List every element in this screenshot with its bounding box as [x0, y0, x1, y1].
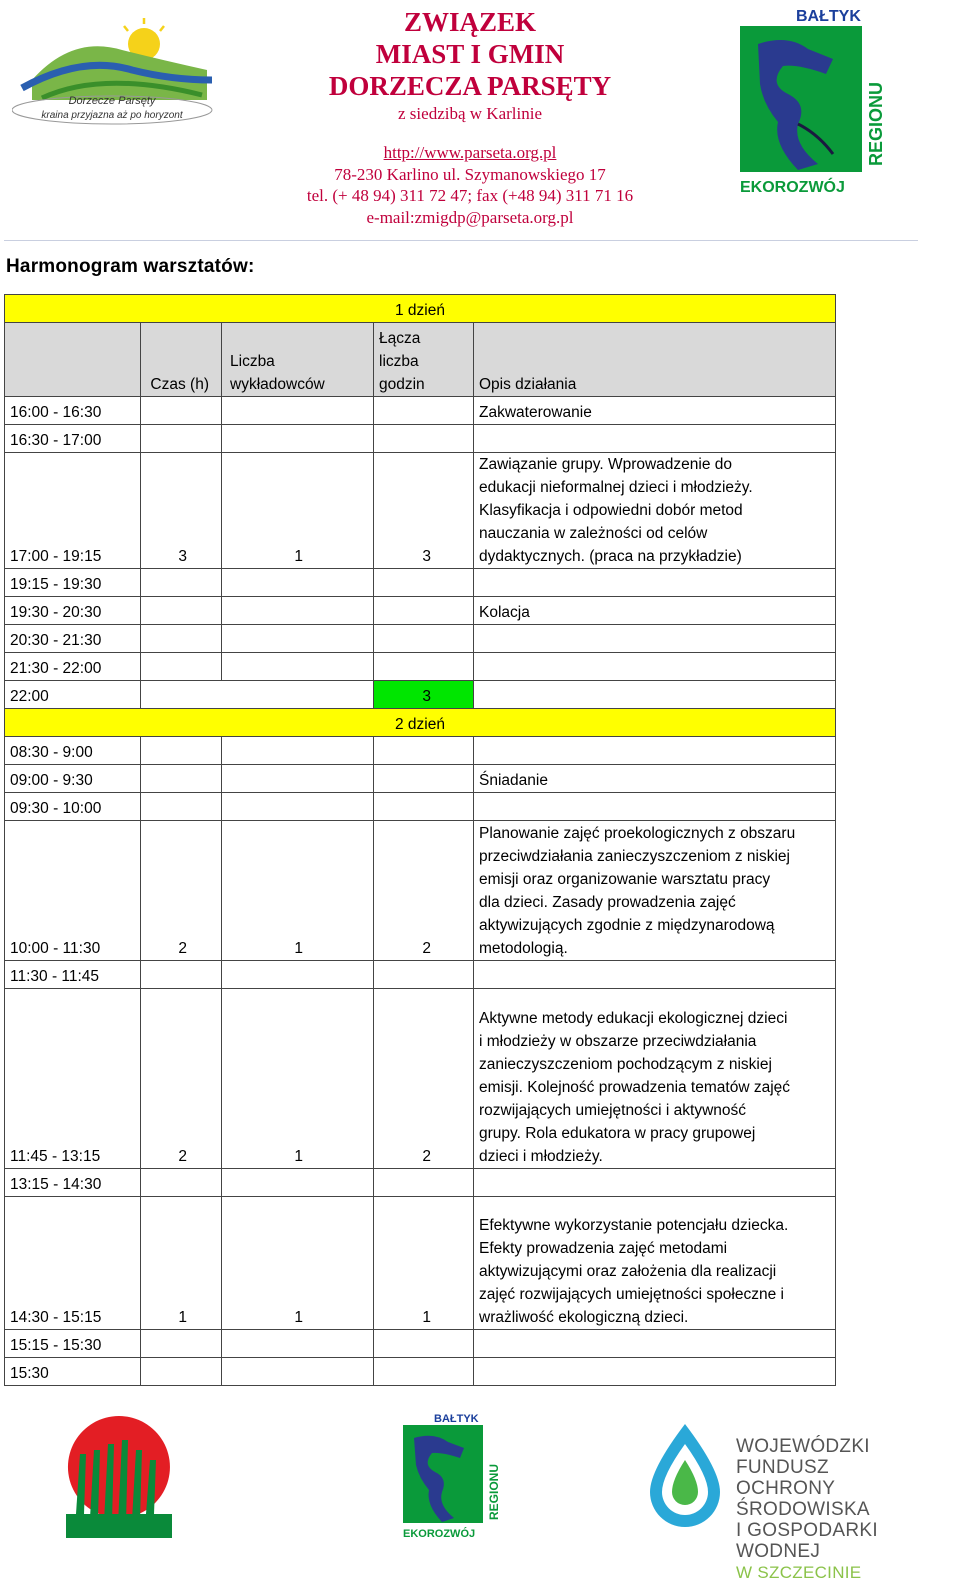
table-row: [5, 425, 836, 453]
hours-cell: 1: [141, 1197, 222, 1330]
day2-rows: [5, 737, 836, 1386]
desc-cell: [474, 625, 836, 653]
lecturers-cell: [222, 625, 374, 653]
table-row: [5, 397, 836, 425]
phone-fax: tel. (+ 48 94) 311 72 47; fax (+48 94) 311 71 16: [306, 186, 634, 205]
time-cell: 15:15 - 15:30: [5, 1330, 141, 1358]
desc-line: wrażliwość ekologiczną dzieci.: [479, 1309, 689, 1326]
footer-baltyk-logo: [402, 1410, 502, 1540]
total-cell: [374, 569, 474, 597]
time-cell: 11:45 - 13:15: [5, 989, 141, 1169]
hours-cell: 3: [141, 453, 222, 569]
desc-line: Efektywne wykorzystanie potencjału dziecka.: [479, 1217, 789, 1234]
desc-line: emisji. Kolejność prowadzenia tematów zajęć: [479, 1079, 791, 1096]
lecturers-cell: [222, 765, 374, 793]
desc-cell: [474, 1358, 836, 1386]
col-total-line3: godzin: [379, 376, 425, 393]
nfos-logo: [66, 1414, 172, 1538]
table-row: [5, 1197, 836, 1330]
total-cell: [374, 793, 474, 821]
col-desc: Opis działania: [474, 323, 836, 397]
lecturers-cell: 1: [222, 1197, 374, 1330]
desc-line: Kolacja: [479, 604, 530, 621]
total-cell: [374, 597, 474, 625]
table-row: [5, 625, 836, 653]
col-total: [374, 323, 474, 397]
total-cell: [374, 625, 474, 653]
total-cell: [374, 397, 474, 425]
time-cell: 16:30 - 17:00: [5, 425, 141, 453]
website-link[interactable]: http://www.parseta.org.pl: [383, 143, 557, 162]
total-cell: 3: [374, 453, 474, 569]
desc-line: aktywizującymi oraz założenia dla realizacji: [479, 1263, 777, 1280]
total-cell: [374, 1358, 474, 1386]
total-cell: [374, 653, 474, 681]
total-cell: [374, 961, 474, 989]
address: 78-230 Karlino ul. Szymanowskiego 17: [334, 164, 606, 184]
footer-logo-side-text: REGIONU: [487, 1463, 501, 1520]
lecturers-cell: [222, 961, 374, 989]
hours-cell: [141, 653, 222, 681]
day1-rows: [5, 397, 836, 681]
table-row: [5, 821, 836, 961]
email: e-mail:zmigdp@parseta.org.pl: [366, 207, 574, 227]
desc-cell: [474, 989, 836, 1169]
total-cell: [374, 765, 474, 793]
desc-line: metodologią.: [479, 940, 568, 957]
organization-name: [290, 6, 650, 126]
desc-line: Zakwaterowanie: [479, 404, 592, 421]
day2-header: 2 dzień: [5, 709, 836, 737]
total-cell: [374, 425, 474, 453]
total-cell: [374, 737, 474, 765]
table-row: [5, 737, 836, 765]
desc-line: Planowanie zajęć proekologicznych z obszaru: [479, 825, 796, 842]
time-cell: 09:00 - 9:30: [5, 765, 141, 793]
total-cell: 2: [374, 989, 474, 1169]
desc-line: aktywizujących zgodnie z międzynarodową: [479, 917, 775, 934]
lecturers-cell: [222, 1330, 374, 1358]
total-cell: [374, 1330, 474, 1358]
col-lecturers-line1: Liczba: [230, 353, 275, 370]
total-cell: [374, 1169, 474, 1197]
logo-side-text: REGIONU: [866, 81, 886, 166]
desc-line: Śniadanie: [479, 772, 548, 789]
time-cell: 16:00 - 16:30: [5, 397, 141, 425]
table-row: [5, 1330, 836, 1358]
time-cell: 19:30 - 20:30: [5, 597, 141, 625]
lecturers-cell: [222, 653, 374, 681]
col-lecturers: [222, 323, 374, 397]
desc-line: Aktywne metody edukacji ekologicznej dzieci: [479, 1010, 788, 1027]
hours-cell: [141, 597, 222, 625]
lecturers-cell: [222, 397, 374, 425]
org-line-2: MIAST I GMIN: [375, 39, 565, 69]
total-cell: 2: [374, 821, 474, 961]
desc-cell: [474, 737, 836, 765]
desc-line: zanieczyszczeniom pochodzącym z niskiej: [479, 1056, 772, 1073]
schedule-title: Harmonogram warsztatów:: [6, 256, 255, 277]
table-row: [5, 1169, 836, 1197]
lecturers-cell: 1: [222, 821, 374, 961]
table-row: [5, 569, 836, 597]
desc-line: zajęć rozwijających umiejętności społeczne i: [479, 1286, 784, 1303]
lecturers-cell: [222, 1169, 374, 1197]
hours-cell: [141, 961, 222, 989]
dorzecze-parsety-logo: [12, 10, 217, 125]
org-seat: z siedzibą w Karlinie: [398, 104, 542, 123]
time-cell: 17:00 - 19:15: [5, 453, 141, 569]
time-cell: 14:30 - 15:15: [5, 1197, 141, 1330]
logo-bottom-text: EKOROZWÓJ: [740, 179, 845, 196]
lecturers-cell: [222, 737, 374, 765]
time-cell: 10:00 - 11:30: [5, 821, 141, 961]
desc-cell: [474, 569, 836, 597]
contact-block: [260, 142, 680, 228]
desc-cell: [474, 961, 836, 989]
desc-cell: [474, 1197, 836, 1330]
wfos-line-1: WOJEWÓDZKI FUNDUSZ: [736, 1436, 870, 1478]
desc-line: dla dzieci. Zasady prowadzenia zajęć: [479, 894, 736, 911]
time-cell: 19:15 - 19:30: [5, 569, 141, 597]
wfos-line-3: I GOSPODARKI WODNEJ: [736, 1520, 878, 1562]
day1-header: 1 dzień: [5, 295, 836, 323]
total-cell: 1: [374, 1197, 474, 1330]
wfos-logo: [640, 1420, 958, 1582]
org-line-3: DORZECZA PARSĘTY: [328, 71, 612, 101]
hours-cell: [141, 765, 222, 793]
time-cell: 11:30 - 11:45: [5, 961, 141, 989]
desc-cell: [474, 597, 836, 625]
table-row: [5, 597, 836, 625]
day1-total-time: 22:00: [5, 681, 141, 709]
col-total-line2: liczba: [379, 353, 419, 370]
day1-total-hours: 3: [374, 681, 474, 709]
desc-line: rozwijających umiejętności i aktywność: [479, 1102, 747, 1119]
desc-cell: [474, 453, 836, 569]
wfos-line-2: OCHRONY ŚRODOWISKA: [736, 1478, 870, 1520]
desc-line: grupy. Rola edukatora w pracy grupowej: [479, 1125, 756, 1142]
hours-cell: [141, 793, 222, 821]
hours-cell: 2: [141, 989, 222, 1169]
org-line-1: ZWIĄZEK: [403, 7, 537, 37]
desc-line: i młodzieży w obszarze przeciwdziałania: [479, 1033, 757, 1050]
table-row: [5, 1358, 836, 1386]
desc-line: przeciwdziałania zanieczyszczeniom z niskiej: [479, 848, 790, 865]
hours-cell: [141, 737, 222, 765]
col-lecturers-line2: wykładowców: [230, 376, 325, 393]
col-hours: Czas (h): [141, 323, 222, 397]
desc-line: Efekty prowadzenia zajęć metodami: [479, 1240, 728, 1257]
col-time: [5, 323, 141, 397]
time-cell: 15:30: [5, 1358, 141, 1386]
desc-cell: [474, 425, 836, 453]
desc-line: dydaktycznych. (praca na przykładzie): [479, 548, 742, 565]
hours-cell: 2: [141, 821, 222, 961]
table-row: [5, 453, 836, 569]
hours-cell: [141, 1330, 222, 1358]
lecturers-cell: [222, 425, 374, 453]
table-row: [5, 961, 836, 989]
desc-cell: [474, 821, 836, 961]
hours-cell: [141, 569, 222, 597]
desc-cell: [474, 1330, 836, 1358]
hours-cell: [141, 397, 222, 425]
desc-line: Zawiązanie grupy. Wprowadzenie do: [479, 456, 733, 473]
time-cell: 20:30 - 21:30: [5, 625, 141, 653]
lecturers-cell: [222, 569, 374, 597]
table-row: [5, 793, 836, 821]
hours-cell: [141, 1169, 222, 1197]
table-row: [5, 989, 836, 1169]
logo-top-text: BAŁTYK: [796, 8, 861, 25]
lecturers-cell: [222, 1358, 374, 1386]
table-row: [5, 765, 836, 793]
logo-text-line2: kraina przyjazna aż po horyzont: [41, 110, 183, 121]
day1-total-row: [5, 681, 836, 709]
hours-cell: [141, 425, 222, 453]
desc-line: emisji oraz organizowanie warsztatu pracy: [479, 871, 771, 888]
hours-cell: [141, 625, 222, 653]
desc-cell: [474, 397, 836, 425]
time-cell: 08:30 - 9:00: [5, 737, 141, 765]
baltyk-ekorozwoj-logo: [738, 4, 888, 196]
desc-cell: [474, 653, 836, 681]
lecturers-cell: 1: [222, 453, 374, 569]
time-cell: 21:30 - 22:00: [5, 653, 141, 681]
time-cell: 13:15 - 14:30: [5, 1169, 141, 1197]
desc-cell: [474, 793, 836, 821]
logo-text-line1: Dorzecze Parsęty: [68, 95, 156, 107]
desc-line: nauczania w zależności od celów: [479, 525, 708, 542]
wfos-line-4: W SZCZECINIE: [736, 1563, 862, 1582]
lecturers-cell: [222, 597, 374, 625]
desc-cell: [474, 765, 836, 793]
time-cell: 09:30 - 10:00: [5, 793, 141, 821]
lecturers-cell: [222, 793, 374, 821]
table-row: [5, 653, 836, 681]
header-divider: [4, 240, 918, 241]
footer-logo-bottom-text: EKOROZWÓJ: [403, 1528, 476, 1540]
desc-line: edukacji nieformalnej dzieci i młodzieży.: [479, 479, 753, 496]
footer-logo-top-text: BAŁTYK: [434, 1413, 479, 1425]
desc-line: Klasyfikacja i odpowiedni dobór metod: [479, 502, 743, 519]
hours-cell: [141, 1358, 222, 1386]
lecturers-cell: 1: [222, 989, 374, 1169]
schedule-table: [4, 294, 836, 1386]
col-total-line1: Łącza: [379, 330, 421, 347]
desc-line: dzieci i młodzieży.: [479, 1148, 603, 1165]
desc-cell: [474, 1169, 836, 1197]
